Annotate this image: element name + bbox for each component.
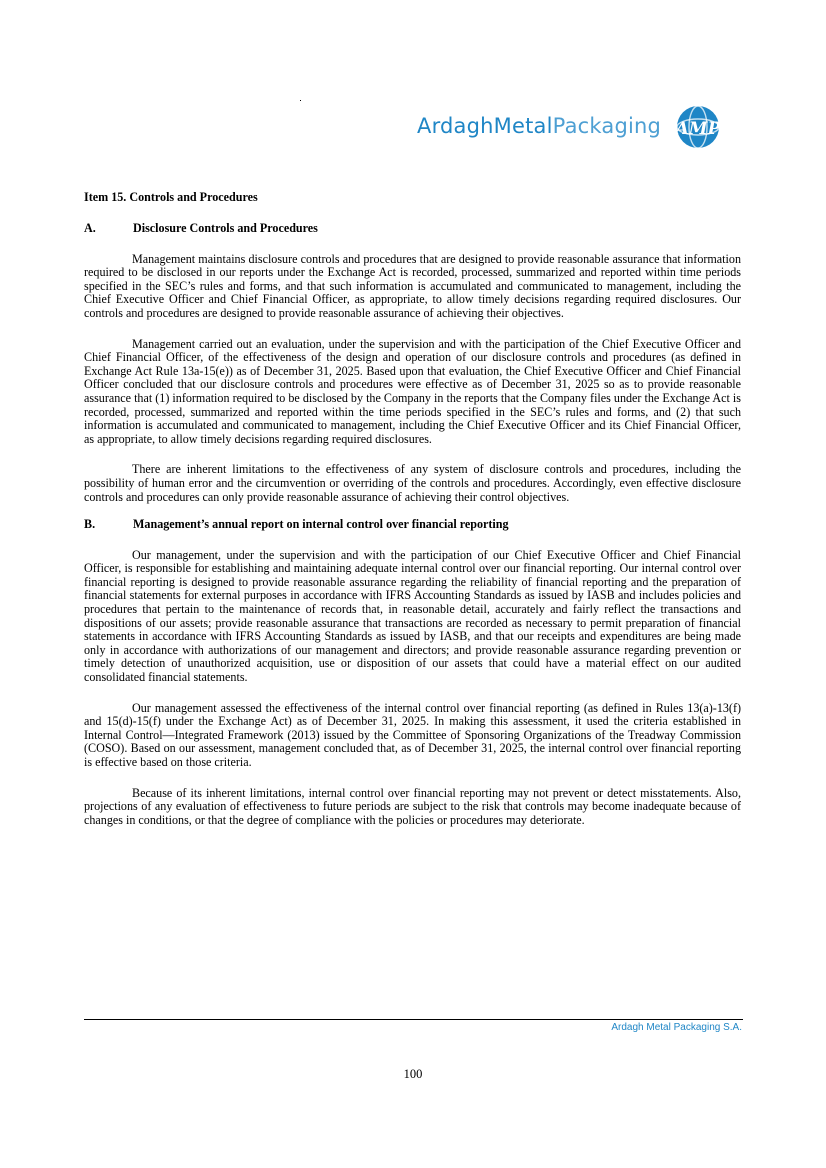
document-body — [84, 191, 741, 827]
footer-divider — [84, 1019, 743, 1020]
company-logo — [417, 104, 727, 150]
section-b-letter: B. — [84, 517, 96, 532]
logo-word-metal: Metal — [493, 114, 553, 138]
logo-wordmark — [417, 113, 661, 139]
section-a-heading — [84, 222, 741, 236]
logo-word-packaging: Packaging — [552, 114, 662, 138]
amp-globe-icon — [675, 104, 721, 150]
stray-dot — [300, 100, 301, 101]
section-a-letter: A. — [84, 221, 96, 235]
section-b-paragraph-1: Our management, under the supervision and with the participation of our Chief Executive Officer and Chief Financial Officer, is responsible for establishing and maintaining adequate internal control over our financial reporting. Our internal control over financial reporting is designed to provide reasonable assurance regarding the reliability of financial reporting and the preparation of financial statements for external purposes in accordance with IFRS Accounting Standards as issued by IASB and includes policies and procedures that pertain to the maintenance of records that, in reasonable detail, accurately and fairly reflect the transactions and dispositions of our assets; provide reasonable assurance that transactions are recorded as necessary to permit preparation of financial statements in accordance with IFRS Accounting Standards as issued by IASB, and that our receipts and expenditures are being made only in accordance with authorizations of our management and directors; and provide reasonable assurance regarding prevention or timely detection of unauthorized acquisition, use or disposition of our assets that could have a material effect on our audited consolidated financial statements. — [84, 547, 741, 685]
footer-company-name: Ardagh Metal Packaging S.A. — [611, 1022, 742, 1033]
page-number: 100 — [403, 1067, 423, 1081]
logo-word-ardagh: Ardagh — [417, 114, 494, 138]
section-a-paragraph-1: Management maintains disclosure controls and procedures that are designed to provide reasonable assurance that information required to be disclosed in our reports under the Exchange Act is recorded, processed, summarized and reported within time periods specified in the SEC’s rules and forms, and that such information is accumulated and communicated to management, including the Chief Executive Officer and Chief Financial Officer, as appropriate, to allow timely decisions regarding required disclosures. Our controls and procedures are designed to provide reasonable assurance of achieving their objectives. — [84, 251, 741, 320]
section-a-paragraph-2: Management carried out an evaluation, under the supervision and with the participation of the Chief Executive Officer and Chief Financial Officer, of the effectiveness of the design and operation of our disclosure controls and procedures (as defined in Exchange Act Rule 13a-15(e)) as of December 31, 2025. Based upon that evaluation, the Chief Executive Officer and Chief Financial Officer concluded that our disclosure controls and procedures were effective as of December 31, 2025 so as to provide reasonable assurance that (1) information required to be disclosed by the Company in the reports that the Company files under the Exchange Act is recorded, processed, summarized and reported within the time periods specified in the SEC’s rules and forms, and (2) that such information is accumulated and communicated to management, including the Chief Executive Officer and its Chief Financial Officer, as appropriate, to allow timely decisions regarding required disclosures. — [84, 336, 741, 446]
section-b-title: Management’s annual report on internal control over financial reporting — [133, 517, 509, 532]
item-title: Item 15. Controls and Procedures — [84, 190, 258, 204]
section-b-paragraph-3: Because of its inherent limitations, internal control over financial reporting may not prevent or detect misstatements. Also, projections of any evaluation of effectiveness to future periods are subject to the risk that controls may become inadequate because of changes in conditions, or that the degree of compliance with the policies or procedures may deteriorate. — [84, 785, 741, 827]
section-b-heading — [84, 518, 741, 532]
section-a-paragraph-3: There are inherent limitations to the effectiveness of any system of disclosure controls and procedures, including the possibility of human error and the circumvention or overriding of the controls and procedures. Accordingly, even effective disclosure controls and procedures can only provide reasonable assurance of achieving their control objectives. — [84, 462, 741, 504]
section-a-title: Disclosure Controls and Procedures — [133, 221, 318, 235]
section-b-paragraph-2: Our management assessed the effectiveness of the internal control over financial reporting (as defined in Rules 13(a)-13(f) and 15(d)-15(f) under the Exchange Act) as of December 31, 2025. In making this assessment, it used the criteria established in Internal Control—Integrated Framework (2013) issued by the Committee of Sponsoring Organizations of the Treadway Commission (COSO). Based on our assessment, management concluded that, as of December 31, 2025, the internal control over financial reporting is effective based on those criteria. — [84, 700, 741, 769]
logo-emblem-letters: AMP — [675, 119, 721, 139]
